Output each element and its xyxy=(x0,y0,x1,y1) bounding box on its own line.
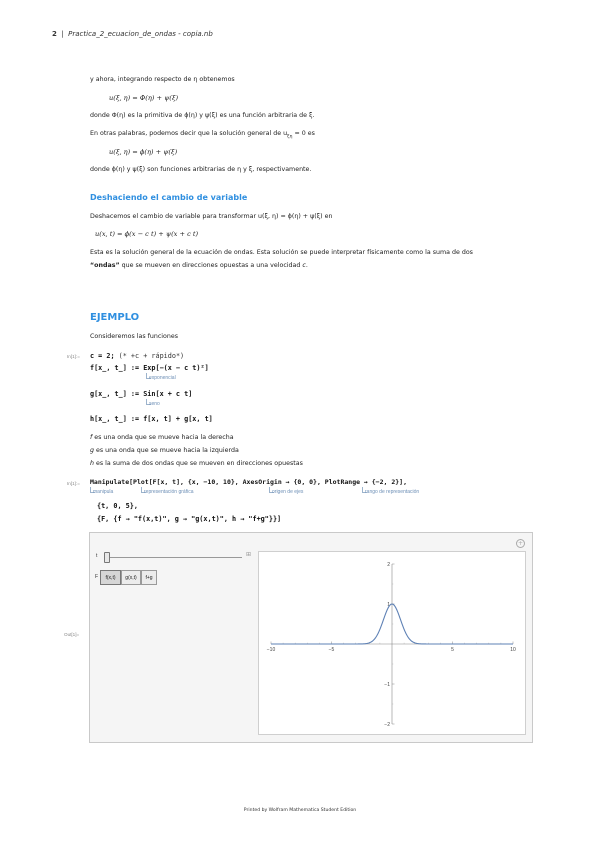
header-separator: | xyxy=(61,30,64,38)
t-slider-track[interactable] xyxy=(104,557,242,558)
equation: u(ξ, η) = ϕ(η) + ψ(ξ) xyxy=(109,148,178,156)
code-line[interactable] xyxy=(90,352,184,360)
t-slider-thumb[interactable] xyxy=(104,552,110,563)
code-line[interactable]: {F, {f → "f(x,t)", g → "g(x,t)", h → "f+g"}}] xyxy=(97,515,282,523)
setter-gxt[interactable]: g(x,t) xyxy=(121,570,141,585)
var: f xyxy=(90,434,93,441)
paragraph-text: En otras palabras, podemos decir que la solución general de u xyxy=(90,130,288,137)
paragraph-text: = 0 es xyxy=(292,130,315,137)
code-line[interactable]: Manipulate[Plot[F[x, t], {x, −10, 10}, AxesOrigin → {0, 0}, PlotRange → {−2, 2}], xyxy=(90,478,407,486)
x-tick-label: 5 xyxy=(451,647,454,653)
paragraph-text: que se mueven en direcciones opuestas a una velocidad xyxy=(119,262,303,269)
setter-fxt[interactable]: f(x,t) xyxy=(100,570,121,585)
file-name: Practica_2_ecuacion_de_ondas - copia.nb xyxy=(68,30,213,38)
paragraph xyxy=(90,130,315,139)
paragraph: y ahora, integrando respecto de η obtenemos xyxy=(90,76,235,83)
desc-text: es una onda que se mueve hacia la derecha xyxy=(92,434,234,441)
input-label: In[1]:= xyxy=(67,481,80,486)
code-comment: (* +c + rápido*) xyxy=(114,352,185,360)
example-title: EJEMPLO xyxy=(90,312,140,323)
page-number: 2 xyxy=(52,30,57,38)
tooltip-seno: seno xyxy=(149,401,160,407)
code-text: c = 2; xyxy=(90,352,115,360)
variable-c: c xyxy=(302,262,306,269)
paragraph: donde ϕ(η) y ψ(ξ) son funciones arbitrarias de η y ξ, respectivamente. xyxy=(90,166,312,173)
var: g xyxy=(90,447,94,454)
plus-icon[interactable]: + xyxy=(517,540,524,547)
footer: Printed by Wolfram Mathematica Student Edition xyxy=(243,808,357,813)
plot-area xyxy=(258,551,526,735)
bold-term: “ondas” xyxy=(90,262,120,269)
paragraph: donde Φ(η) es la primitiva de ϕ(η) y ψ(ξ) es una función arbitraria de ξ. xyxy=(90,112,315,119)
section-title: Deshaciendo el cambio de variable xyxy=(90,193,248,202)
y-tick-label: −1 xyxy=(384,681,390,688)
paragraph: Esta es la solución general de la ecuación de ondas. Esta solución se puede interpretar físicamente como la suma de dos xyxy=(90,249,473,256)
setter-fg[interactable]: f+g xyxy=(141,570,157,585)
paragraph: Deshacemos el cambio de variable para transformar u(ξ, η) = ϕ(η) + ψ(ξ) en xyxy=(90,213,333,220)
subscript: ξη xyxy=(287,134,293,140)
equation: u(ξ, η) = Φ(η) + ψ(ξ) xyxy=(109,94,179,102)
code-line[interactable]: {t, 0, 5}, xyxy=(97,502,138,510)
description-line xyxy=(90,434,234,441)
description-line xyxy=(90,447,239,454)
input-label: In[1]:= xyxy=(67,354,80,359)
t-control-label: t xyxy=(96,553,98,559)
page-header xyxy=(52,30,213,38)
y-tick-label: −2 xyxy=(384,721,390,728)
code-line[interactable]: g[x_, t_] := Sin[x + c t] xyxy=(90,390,193,398)
description-line xyxy=(90,460,303,467)
tooltip-plot: representación gráfica xyxy=(144,489,194,495)
tooltip-range: rango de representación xyxy=(365,489,420,495)
tooltip-axes: origen de ejes xyxy=(272,489,304,495)
x-tick-label: −10 xyxy=(266,647,276,653)
paragraph: Consideremos las funciones xyxy=(90,333,179,340)
output-label: Out[1]= xyxy=(64,632,80,637)
paragraph-text: . xyxy=(305,262,308,269)
desc-text: es una onda que se mueve hacia la izquierda xyxy=(94,447,239,454)
y-tick-label: 1 xyxy=(387,601,390,608)
tooltip-exponencial: exponencial xyxy=(149,375,176,381)
F-control-label: F xyxy=(95,574,99,580)
y-tick-label: 2 xyxy=(387,561,390,568)
x-tick-label: −5 xyxy=(328,647,335,653)
paragraph xyxy=(90,262,308,269)
equation: u(x, t) = ϕ(x − c t) + ψ(x + c t) xyxy=(95,230,199,238)
var: h xyxy=(90,460,94,467)
code-line[interactable]: h[x_, t_] := f[x, t] + g[x, t] xyxy=(90,415,213,423)
slider-options-icon[interactable]: ⊞ xyxy=(246,551,252,558)
code-line[interactable]: f[x_, t_] := Exp[−(x − c t)²] xyxy=(90,364,209,372)
tooltip-manipula: manipula xyxy=(93,489,114,495)
desc-text: es la suma de dos ondas que se mueven en direcciones opuestas xyxy=(94,460,303,467)
x-tick-label: 10 xyxy=(510,647,516,653)
plot-svg xyxy=(259,552,525,734)
